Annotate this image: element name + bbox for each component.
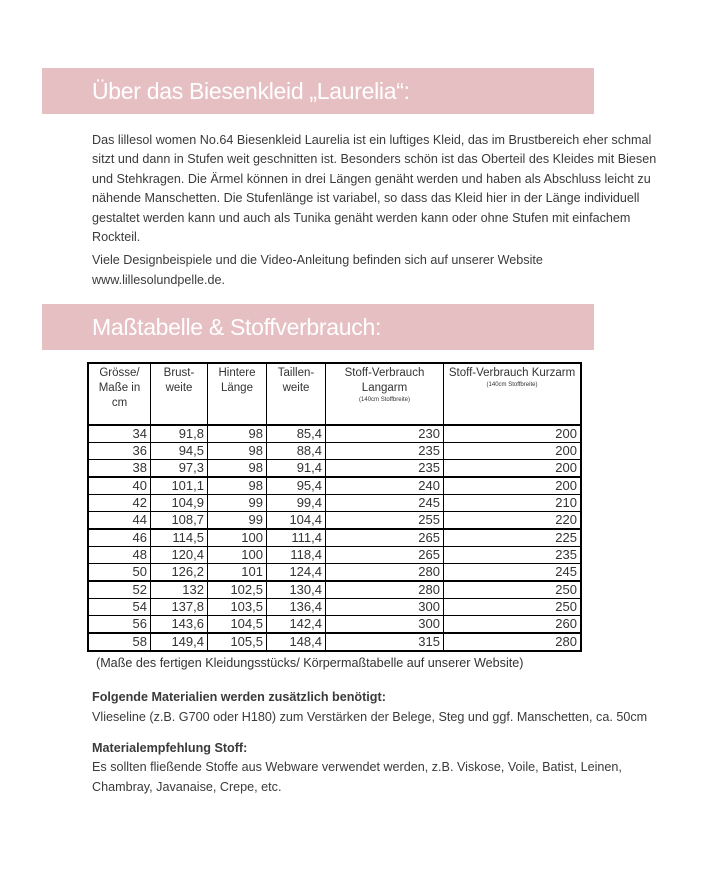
table-cell: 220	[444, 512, 582, 530]
table-cell: 265	[326, 529, 444, 547]
table-cell: 108,7	[151, 512, 208, 530]
table-row	[88, 599, 581, 616]
table-cell: 98	[208, 425, 267, 443]
table-cell: 99	[208, 512, 267, 530]
table-row	[88, 460, 581, 478]
table-cell: 50	[88, 564, 151, 582]
table-cell: 58	[88, 633, 151, 651]
table-row	[88, 425, 581, 443]
table-row	[88, 477, 581, 495]
table-cell: 97,3	[151, 460, 208, 478]
table-cell: 34	[88, 425, 151, 443]
table-cell: 235	[444, 547, 582, 564]
header-bust: Brust-weite	[151, 363, 208, 425]
description-text: Das lillesol women No.64 Biesenkleid Laurelia ist ein luftiges Kleid, das im Brustbereich eher schmal sitzt und dann in Stufen weit geschnitten ist. Besonders schön ist das Oberteil des Kleides mit Biesen und Stehkragen. Die Ärmel können in drei Längen genäht werden und haben als Abschluss leicht zu nähende Manschetten. Die Stufenlänge ist variabel, so dass das Kleid hier in der Länge individuell gestaltet werden kann und auch als Tunika genäht werden kann oder ohne Stufen mit einfachem Rockteil.	[92, 133, 657, 245]
table-cell: 265	[326, 547, 444, 564]
table-cell: 46	[88, 529, 151, 547]
table-row	[88, 495, 581, 512]
table-cell: 240	[326, 477, 444, 495]
table-cell: 52	[88, 581, 151, 599]
table-cell: 103,5	[208, 599, 267, 616]
table-cell: 245	[444, 564, 582, 582]
table-cell: 315	[326, 633, 444, 651]
table-cell: 280	[326, 564, 444, 582]
table-cell: 235	[326, 460, 444, 478]
header-waist: Taillen-weite	[267, 363, 326, 425]
section-banner-about	[42, 68, 594, 114]
header-long-sleeve	[326, 363, 444, 425]
materials-heading: Folgende Materialien werden zusätzlich benötigt:	[92, 690, 386, 705]
table-cell: 132	[151, 581, 208, 599]
table-cell: 54	[88, 599, 151, 616]
table-cell: 245	[326, 495, 444, 512]
table-row	[88, 616, 581, 634]
table-cell: 104,9	[151, 495, 208, 512]
table-row	[88, 564, 581, 582]
table-cell: 200	[444, 443, 582, 460]
table-cell: 114,5	[151, 529, 208, 547]
section-banner-table	[42, 304, 594, 350]
table-cell: 137,8	[151, 599, 208, 616]
table-cell: 200	[444, 477, 582, 495]
table-cell: 85,4	[267, 425, 326, 443]
table-cell: 104,5	[208, 616, 267, 634]
table-cell: 44	[88, 512, 151, 530]
table-row	[88, 529, 581, 547]
table-cell: 111,4	[267, 529, 326, 547]
table-cell: 235	[326, 443, 444, 460]
table-cell: 100	[208, 529, 267, 547]
table-cell: 91,8	[151, 425, 208, 443]
section-title: Über das Biesenkleid „Laurelia“:	[92, 78, 410, 104]
table-cell: 130,4	[267, 581, 326, 599]
table-cell: 42	[88, 495, 151, 512]
table-cell: 95,4	[267, 477, 326, 495]
header-back-length: Hintere Länge	[208, 363, 267, 425]
table-cell: 48	[88, 547, 151, 564]
table-cell: 300	[326, 616, 444, 634]
table-cell: 94,5	[151, 443, 208, 460]
header-subnote: (140cm Stoffbreite)	[486, 382, 538, 389]
table-cell: 225	[444, 529, 582, 547]
table-cell: 143,6	[151, 616, 208, 634]
table-cell: 200	[444, 460, 582, 478]
table-row	[88, 512, 581, 530]
header-subnote: (140cm Stoffbreite)	[359, 397, 410, 404]
table-cell: 120,4	[151, 547, 208, 564]
table-row	[88, 443, 581, 460]
table-cell: 98	[208, 443, 267, 460]
table-cell: 280	[326, 581, 444, 599]
materials-text: Vlieseline (z.B. G700 oder H180) zum Verstärken der Belege, Steg und ggf. Manschetten, ca. 50cm	[92, 709, 648, 724]
table-cell: 98	[208, 460, 267, 478]
table-cell: 99,4	[267, 495, 326, 512]
table-cell: 102,5	[208, 581, 267, 599]
table-cell: 136,4	[267, 599, 326, 616]
website-text: Viele Designbeispiele und die Video-Anleitung befinden sich auf unserer Website www.lillesolundpelle.de.	[92, 253, 543, 287]
table-cell: 101	[208, 564, 267, 582]
table-row	[88, 547, 581, 564]
table-cell: 250	[444, 599, 582, 616]
table-cell: 200	[444, 425, 582, 443]
table-cell: 88,4	[267, 443, 326, 460]
table-cell: 99	[208, 495, 267, 512]
table-cell: 104,4	[267, 512, 326, 530]
table-cell: 98	[208, 477, 267, 495]
table-cell: 250	[444, 581, 582, 599]
table-cell: 148,4	[267, 633, 326, 651]
table-cell: 91,4	[267, 460, 326, 478]
table-cell: 40	[88, 477, 151, 495]
description	[92, 131, 672, 290]
size-table	[87, 362, 582, 652]
table-cell: 210	[444, 495, 582, 512]
section-title: Maßtabelle & Stoffverbrauch:	[92, 314, 382, 341]
table-cell: 300	[326, 599, 444, 616]
header-size: Grösse/ Maße in cm	[88, 363, 151, 425]
table-cell: 56	[88, 616, 151, 634]
table-row	[88, 581, 581, 599]
table-cell: 149,4	[151, 633, 208, 651]
table-cell: 100	[208, 547, 267, 564]
table-cell: 255	[326, 512, 444, 530]
table-row	[88, 633, 581, 651]
table-cell: 126,2	[151, 564, 208, 582]
table-cell: 230	[326, 425, 444, 443]
materials-section	[92, 688, 672, 797]
header-text: Stoff-Verbrauch Kurzarm	[448, 367, 576, 380]
fabric-text: Es sollten fließende Stoffe aus Webware verwendet werden, z.B. Viskose, Voile, Batist, Leinen, Chambray, Javanaise, Crepe, etc.	[92, 760, 622, 794]
header-text: Stoff-Verbrauch Langarm	[344, 367, 425, 395]
table-cell: 124,4	[267, 564, 326, 582]
table-cell: 142,4	[267, 616, 326, 634]
table-cell: 280	[444, 633, 582, 651]
table-cell: 36	[88, 443, 151, 460]
fabric-heading: Materialempfehlung Stoff:	[92, 741, 248, 756]
table-note: (Maße des fertigen Kleidungsstücks/ Körpermaßtabelle auf unserer Website)	[96, 656, 524, 671]
table-cell: 101,1	[151, 477, 208, 495]
table-cell: 105,5	[208, 633, 267, 651]
table-cell: 118,4	[267, 547, 326, 564]
table-cell: 38	[88, 460, 151, 478]
table-cell: 260	[444, 616, 582, 634]
header-short-sleeve	[444, 363, 582, 425]
